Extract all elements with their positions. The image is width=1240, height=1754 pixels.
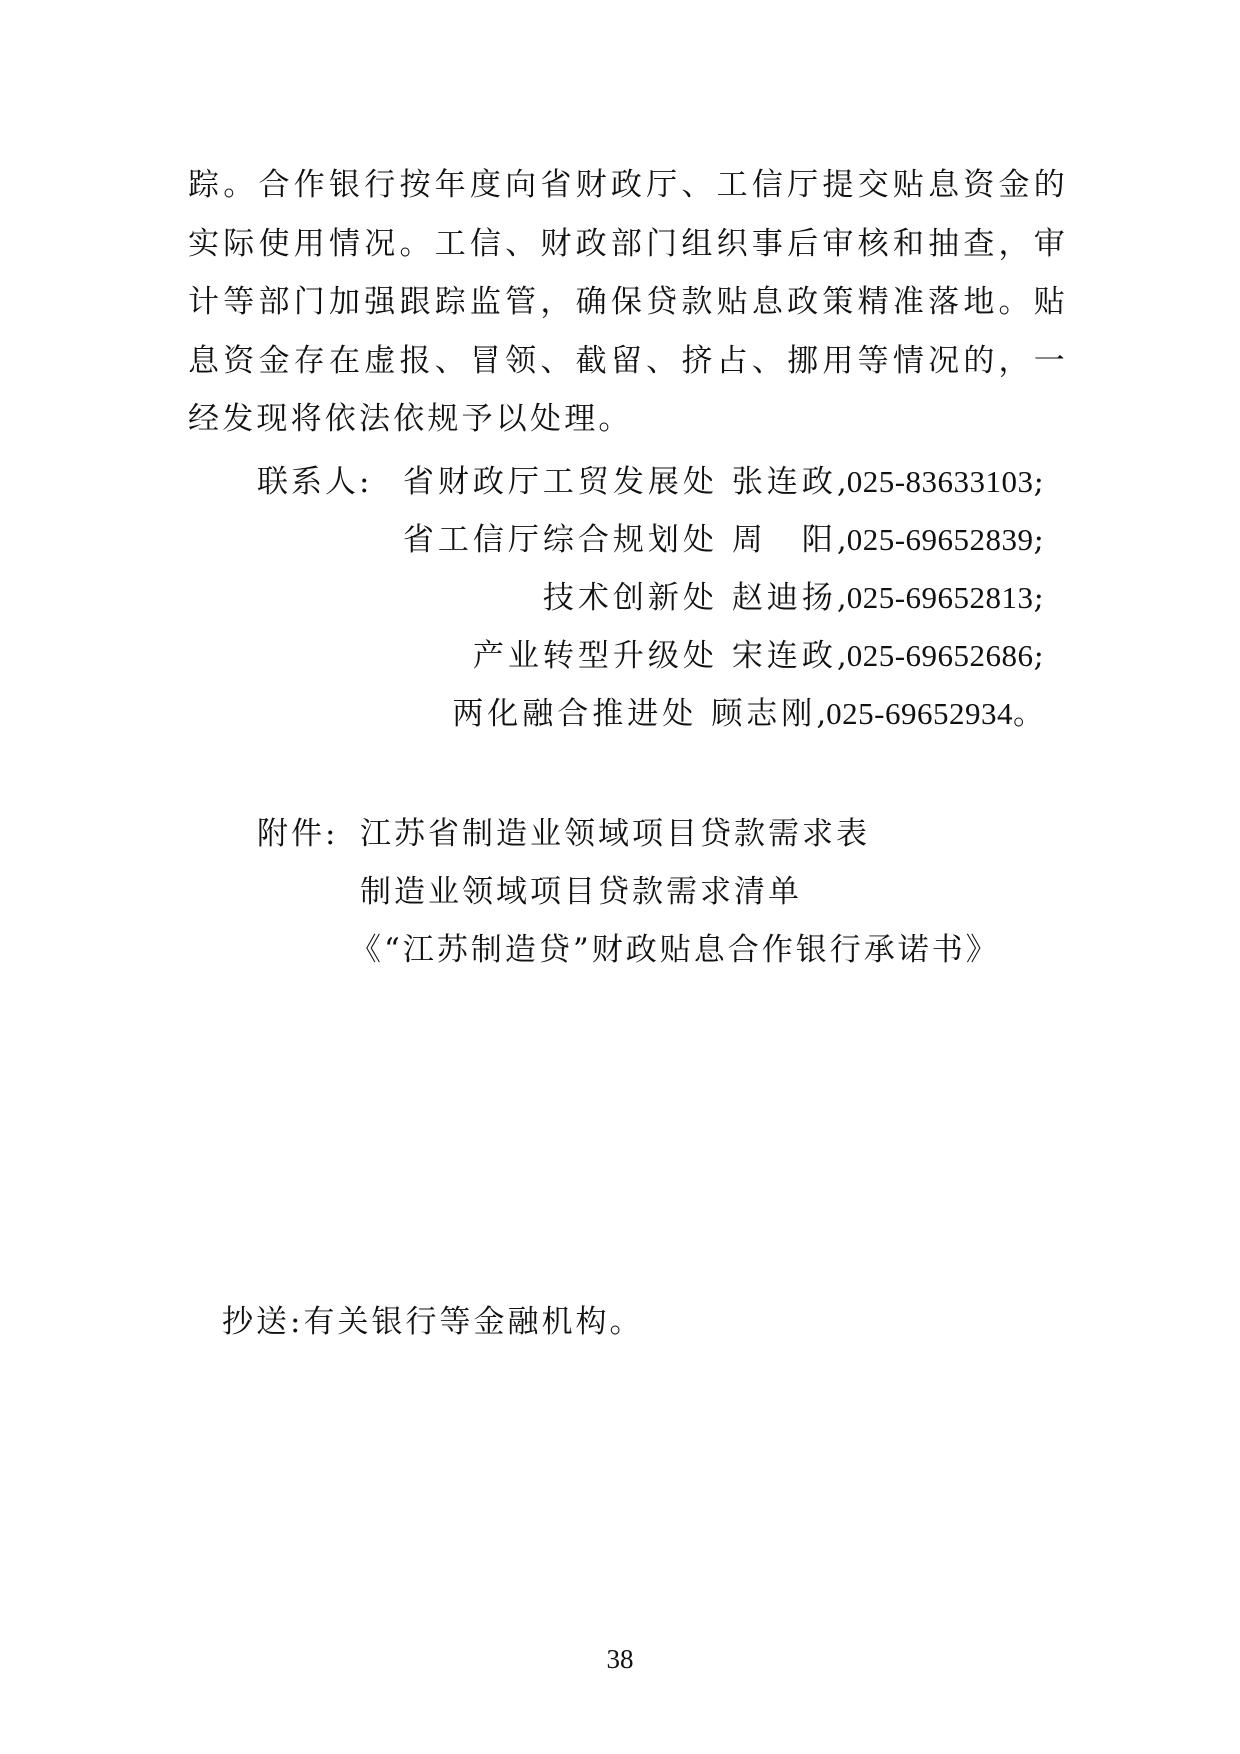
contact-dept: 技术创新处 [542,580,718,616]
attachment-item: 制造业领域项目贷款需求清单 [360,874,802,910]
contact-person: 宋连政 [731,638,837,674]
contact-person: 顾志刚 [711,696,817,732]
attachment-item: 江苏省制造业领域项目贷款需求表 [360,816,870,852]
contact-row: 省工信厅综合规划处 周 阳,025-69652839; [403,514,1044,559]
contact-row: 产业转型升级处 宋连政,025-69652686; [473,630,1044,675]
body-paragraph: 踪。合作银行按年度向省财政厅、工信厅提交贴息资金的实际使用情况。工信、财政部门组织事后审核和抽查，审计等部门加强跟踪监管，确保贷款贴息政策精准落地。贴息资金存在虚报、冒领、截留、挤占、挪用等情况的，一经发现将依法依规予以处理。 [188,167,1068,437]
contact-person: 张连政 [731,464,837,500]
contact-row: 省财政厅工贸发展处 张连政,025-83633103; [403,456,1044,501]
contact-phone: 025-69652813 [846,580,1034,615]
contact-phone: 025-69652934 [826,696,1013,731]
contact-dept: 两化融合推进处 [452,696,698,732]
cc-line: 抄送:有关银行等金融机构。 [222,1304,644,1340]
contact-row: 技术创新处 赵迪扬,025-69652813; [543,572,1044,617]
contact-dept: 省工信厅综合规划处 [402,522,718,558]
contacts-label: 联系人: [257,464,373,500]
page-number: 38 [606,1644,634,1674]
contact-dept: 产业转型升级处 [472,638,718,674]
contact-phone: 025-69652686 [846,638,1034,673]
attachment-item: 《“江苏制造贷”财政贴息合作银行承诺书》 [350,932,1000,968]
contact-person: 周 阳 [731,522,837,558]
contact-dept: 省财政厅工贸发展处 [402,464,718,500]
contact-phone: 025-83633103 [846,464,1034,499]
contact-phone: 025-69652839 [846,522,1034,557]
contact-person: 赵迪扬 [731,580,837,616]
attachments-label: 附件: [257,816,339,852]
contact-row: 两化融合推进处 顾志刚,025-69652934。 [452,688,1044,733]
